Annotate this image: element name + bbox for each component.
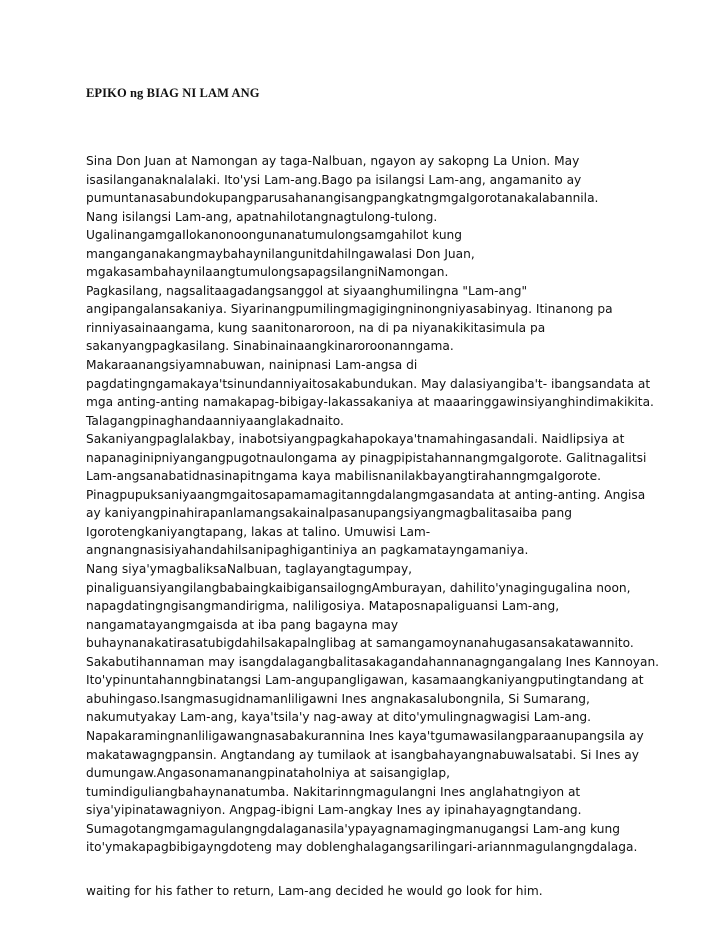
body-line: mga anting-anting namakapag-bibigay-lakassakaniya at maaaringgawinsiyanghindimakikita. (86, 395, 654, 410)
body-line: isasilanganaknalalaki. Ito'ysi Lam-ang.Bago pa isilangsi Lam-ang, angamanito ay (86, 172, 582, 187)
body-line: tumindiguliangbahaynanatumba. Nakitarinngmagulangni Ines anglahatngiyon at (86, 784, 581, 799)
body-line: napagdatingngisangmandirigma, naliligosiya. Mataposnapaliguansi Lam-ang, (86, 599, 560, 614)
body-line: rinniyasainaangama, kung saanitonaroroon, na di pa niyanakikitasimula pa (86, 320, 546, 335)
document-footer-text: waiting for his father to return, Lam-ang decided he would go look for him. (86, 884, 543, 898)
body-line: Ito'ypinuntahanngbinatangsi Lam-angupangligawan, kasamaangkaniyangputingtandang at (86, 673, 644, 688)
document-body (86, 152, 686, 857)
body-line: Talagangpinaghandaanniyaanglakadnaito. (86, 413, 344, 428)
body-line: Napakaramingnanliligawangnasabakurannina Ines kaya'tgumawasilangparaanupangsila ay (86, 728, 644, 743)
body-line: angnangnasisiyahandahilsanipaghigantiniya an pagkamatayngamaniya. (86, 543, 529, 558)
body-line: Makaraanangsiyamnabuwan, nainipnasi Lam-angsa di (86, 358, 418, 373)
body-line: abuhingaso.Isangmasugidnamanliligawni Ines angnakasalubongnila, Si Sumarang, (86, 691, 590, 706)
body-line: Pinagpupuksaniyaangmgaitosapamamagitanngdalangmgasandata at anting-anting. Angisa (86, 487, 646, 502)
body-line: manganganakangmaybahaynilangunitdahilngawalasi Don Juan, (86, 246, 475, 261)
body-line: angipangalansakaniya. Siyarinangpumilingmagigingninongniyasabinyag. Itinanong pa (86, 302, 613, 317)
body-line: Nang siya'ymagbaliksaNalbuan, taglayangtagumpay, (86, 562, 413, 577)
body-line: Sina Don Juan at Namongan ay taga-Nalbuan, ngayon ay sakopng La Union. May (86, 154, 580, 168)
body-line: napanaginipniyangangpugotnaulongama ay pinagpipistahannangmgaIgorote. Galitnagalitsi (86, 450, 647, 465)
body-line: pumuntanasabundokupangparusahanangisangpangkatngmgaIgorotanakalabannila. (86, 191, 599, 206)
body-line: Pagkasilang, nagsalitaagadangsanggol at siyaanghumilingna "Lam-ang" (86, 283, 528, 298)
body-line: UgalinangamgaIlokanonoongunanatumulongsamgahilot kung (86, 228, 463, 243)
body-line: buhaynanakatirasatubigdahilsakapalnglibag at samangamoynanahugasansakatawannito. (86, 636, 634, 651)
body-line: sakanyangpagkasilang. Sinabinainaangkinaroroonanngama. (86, 339, 454, 354)
body-line: Nang isilangsi Lam-ang, apatnahilotangnagtulong-tulong. (86, 209, 438, 224)
body-line: mgakasambahaynilaangtumulongsapagsilangniNamongan. (86, 265, 449, 280)
body-line: dumungaw.Angasonamanangpinataholniya at saisangiglap, (86, 766, 450, 781)
body-line: makatawagngpansin. Angtandang ay tumilaok at isangbahayangnabuwalsatabi. Si Ines ay (86, 747, 639, 762)
body-line: Lam-angsanabatidnasinapitngama kaya mabilisnanilakbayangtirahanngmgaIgorote. (86, 469, 601, 484)
body-line: nangamatayangmgaisda at iba pang bagayna may (86, 617, 399, 632)
body-line: Sakabutihannaman may isangdalagangbalitasakagandahannanagngangalang Ines Kannoyan. (86, 654, 660, 669)
body-line: Igorotengkaniyangtapang, lakas at talino. Umuwisi Lam- (86, 524, 431, 539)
body-line: pagdatingngamakaya'tsinundanniyaitosakabundukan. May dalasiyangiba't- ibangsandata at (86, 376, 651, 391)
body-line: nakumutyakay Lam-ang, kaya'tsila'y nag-away at dito'ymulingnagwagisi Lam-ang. (86, 710, 592, 725)
body-line: pinaliguansiyangilangbabaingkaibigansailogngAmburayan, dahilito'ynagingugalina noon, (86, 580, 631, 595)
body-line: Sumagotangmgamagulangngdalaganasila'ypayagnamagingmanugangsi Lam-ang kung (86, 821, 620, 836)
document-title: EPIKO ng BIAG NI LAM ANG (86, 86, 260, 100)
body-line: Sakaniyangpaglalakbay, inabotsiyangpagkahapokaya'tnamahingasandali. Naidlipsiya at (86, 432, 625, 447)
body-line: siya'yipinatawagniyon. Angpag-ibigni Lam-angkay Ines ay ipinahayagngtandang. (86, 803, 582, 818)
body-line: ay kaniyangpinahirapanlamangsakainalpasanupangsiyangmagbalitasaiba pang (86, 506, 572, 521)
body-line: ito'ymakapagbibigayngdoteng may doblenghalagangsarilingari-ariannmagulangngdalaga. (86, 840, 638, 855)
